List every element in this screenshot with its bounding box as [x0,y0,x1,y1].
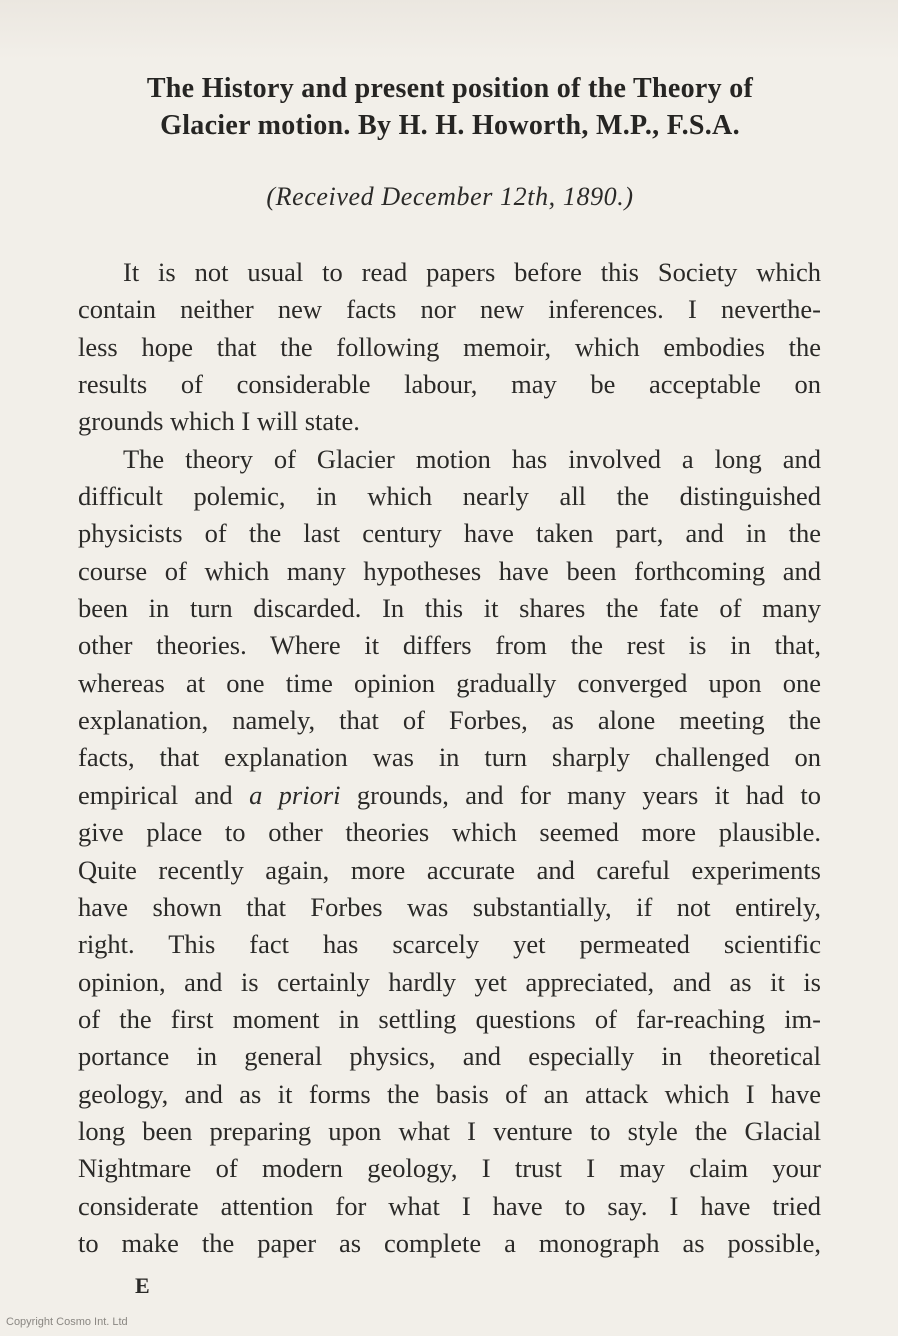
text-line: It is not usual to read papers before this Society which [123,257,821,287]
text-fragment: empirical and [78,779,250,810]
text-line: grounds which I will state. [78,406,360,437]
text-line: of the first moment in settling questions of far-reaching im- [78,1003,821,1034]
copyright-footer: Copyright Cosmo Int. Ltd [6,1316,128,1328]
text-line: difficult polemic, in which nearly all the distinguished [78,481,821,512]
italic-phrase: a priori [249,779,341,810]
text-line: Nightmare of modern geology, I trust I may claim your [78,1153,821,1184]
text-line: facts, that explanation was in turn sharply challenged on [78,742,821,773]
text-line: long been preparing upon what I venture to style the Glacial [78,1115,821,1146]
title-line-2: Glacier motion. By H. H. Howorth, M.P., F.S.A. [160,110,740,141]
text-line: Quite recently again, more accurate and careful experiments [78,854,821,885]
text-line: contain neither new facts nor new inferences. I neverthe- [78,294,821,325]
received-date: (Received December 12th, 1890.) [266,182,634,211]
text-line: right. This fact has scarcely yet permeated scientific [78,929,821,960]
title-line-1: The History and present position of the Theory of [146,73,754,104]
text-line: less hope that the following memoir, which embodies the [78,331,821,362]
show-through-shadow [0,0,898,60]
text-line: have shown that Forbes was substantially, if not entirely, [78,891,821,922]
text-line: course of which many hypotheses have been forthcoming and [78,555,821,586]
text-line-italic [78,777,821,814]
text-line: give place to other theories which seemed more plausible. [78,817,821,848]
text-line: been in turn discarded. In this it shares the fate of many [78,593,821,624]
text-line: to make the paper as complete a monograph as possible, [78,1227,821,1258]
text-line: explanation, namely, that of Forbes, as alone meeting the [78,705,821,736]
paper-title [70,70,830,144]
text-line: considerate attention for what I have to say. I have tried [78,1190,821,1221]
text-fragment: grounds, and for many years it had to [340,779,821,810]
text-line: other theories. Where it differs from the rest is in that, [78,630,821,661]
signature-mark: E [135,1273,150,1298]
text-line: results of considerable labour, may be acceptable on [78,369,821,400]
text-line: whereas at one time opinion gradually converged upon one [78,667,821,698]
text-line: physicists of the last century have taken part, and in the [78,518,821,549]
text-line: geology, and as it forms the basis of an attack which I have [78,1078,821,1109]
text-line: opinion, and is certainly hardly yet appreciated, and as it is [78,966,821,997]
text-line: portance in general physics, and especially in theoretical [78,1041,821,1072]
body-text [78,254,821,1262]
text-line: The theory of Glacier motion has involved a long and [123,443,821,474]
